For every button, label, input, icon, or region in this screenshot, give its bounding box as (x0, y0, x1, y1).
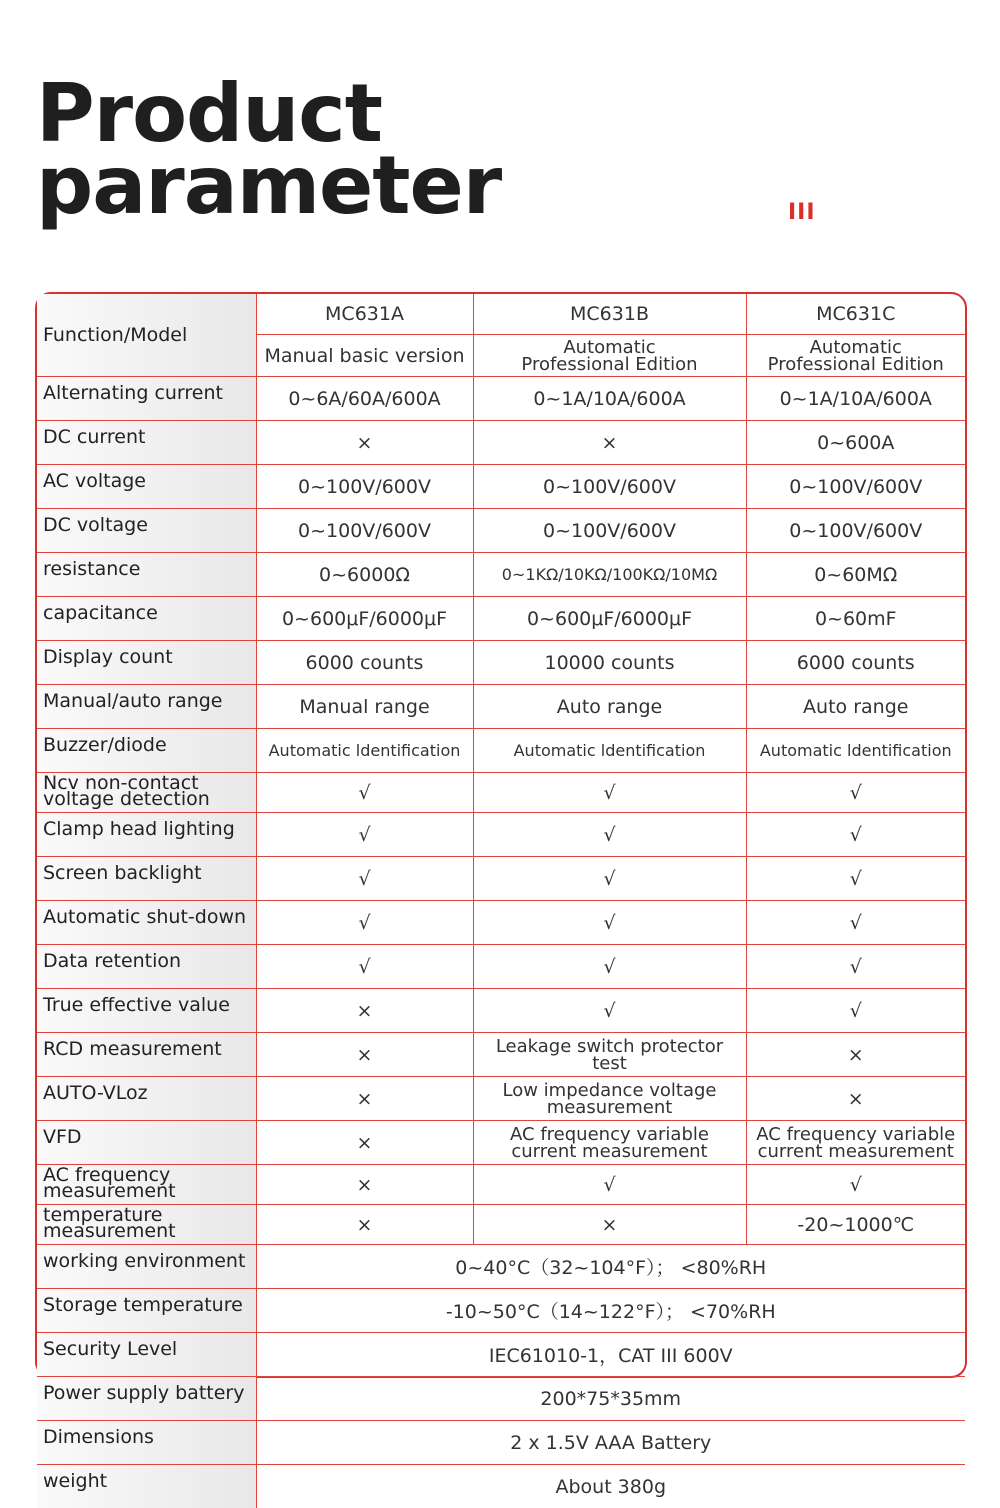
row-value: 10000 counts (473, 641, 746, 685)
row-value: 6000 counts (256, 641, 473, 685)
table-row (37, 553, 965, 597)
row-label: Power supply battery (37, 1377, 256, 1421)
row-value: √ (256, 813, 473, 857)
row-value: 0~1A/10A/600A (473, 377, 746, 421)
row-value: √ (746, 813, 965, 857)
row-label: Security Level (37, 1333, 256, 1377)
row-value: 0~100V/600V (746, 465, 965, 509)
page-title (36, 78, 501, 222)
row-value-merged: 2 x 1.5V AAA Battery (256, 1421, 965, 1465)
row-value: Automatic ldentification (256, 729, 473, 773)
row-value: √ (746, 773, 965, 813)
row-value: √ (256, 857, 473, 901)
row-value: √ (473, 901, 746, 945)
table-row (37, 989, 965, 1033)
row-label: resistance (37, 553, 256, 597)
row-value: √ (473, 1165, 746, 1205)
row-value-merged: 0~40°C（32~104°F）； <80%RH (256, 1245, 965, 1289)
model-header: MC631B (473, 294, 746, 335)
row-value: 0~600A (746, 421, 965, 465)
table-row (37, 685, 965, 729)
row-label: Data retention (37, 945, 256, 989)
row-label: AC voltage (37, 465, 256, 509)
row-value: √ (746, 1165, 965, 1205)
edition-header: Automatic Professional Edition (746, 335, 965, 377)
row-value: × (256, 1077, 473, 1121)
row-value: 0~100V/600V (473, 509, 746, 553)
row-label: capacitance (37, 597, 256, 641)
table-row (37, 1121, 965, 1165)
row-label: True effective value (37, 989, 256, 1033)
row-value: √ (473, 945, 746, 989)
row-label: DC voltage (37, 509, 256, 553)
row-label: AUTO-VLoz (37, 1077, 256, 1121)
table-row (37, 813, 965, 857)
row-value: × (746, 1077, 965, 1121)
row-value: 0~100V/600V (746, 509, 965, 553)
row-value: √ (746, 989, 965, 1033)
row-value: × (256, 1033, 473, 1077)
table-row (37, 857, 965, 901)
row-value: 0~600μF/6000μF (256, 597, 473, 641)
row-label: Automatic shut-down (37, 901, 256, 945)
row-value: 0~1A/10A/600A (746, 377, 965, 421)
row-value: 0~60MΩ (746, 553, 965, 597)
model-header: MC631A (256, 294, 473, 335)
row-value: × (256, 421, 473, 465)
row-value: AC frequency variable current measurement (746, 1121, 965, 1165)
row-value: Manual range (256, 685, 473, 729)
row-label: Display count (37, 641, 256, 685)
row-value: × (746, 1033, 965, 1077)
row-label: Ncv non-contact voltage detection (37, 773, 256, 813)
table-row (37, 377, 965, 421)
row-value: √ (746, 945, 965, 989)
row-value: √ (473, 773, 746, 813)
table-row (37, 597, 965, 641)
row-label: weight (37, 1465, 256, 1508)
row-value: 0~6000Ω (256, 553, 473, 597)
row-label: Buzzer/diode (37, 729, 256, 773)
row-value: Auto range (746, 685, 965, 729)
row-value: 0~6A/60A/600A (256, 377, 473, 421)
row-label: working environment (37, 1245, 256, 1289)
row-label: Alternating current (37, 377, 256, 421)
row-value: 6000 counts (746, 641, 965, 685)
row-value: Automatic ldentification (746, 729, 965, 773)
row-value-merged: About 380g (256, 1465, 965, 1508)
table-row (37, 901, 965, 945)
table-row (37, 1289, 965, 1333)
row-value: × (473, 421, 746, 465)
row-value: AC frequency variable current measurement (473, 1121, 746, 1165)
table-row (37, 1333, 965, 1377)
row-value: Leakage switch protector test (473, 1033, 746, 1077)
edition-header: Automatic Professional Edition (473, 335, 746, 377)
table-row (37, 1377, 965, 1421)
row-label: DC current (37, 421, 256, 465)
row-value: 0~100V/600V (256, 509, 473, 553)
row-value: -20~1000℃ (746, 1205, 965, 1245)
row-value: √ (473, 813, 746, 857)
model-header: MC631C (746, 294, 965, 335)
decorative-mark: III (788, 200, 816, 225)
parameter-table (35, 292, 967, 1378)
row-label: Screen backlight (37, 857, 256, 901)
row-value: √ (256, 945, 473, 989)
row-value: 0~600μF/6000μF (473, 597, 746, 641)
table-row (37, 641, 965, 685)
table-row (37, 1205, 965, 1245)
row-label: temperature measurement (37, 1205, 256, 1245)
row-value: Auto range (473, 685, 746, 729)
table-row (37, 729, 965, 773)
table-row (37, 421, 965, 465)
row-value: Low impedance voltage measurement (473, 1077, 746, 1121)
row-value: × (256, 989, 473, 1033)
row-value: √ (746, 857, 965, 901)
row-value: × (256, 1121, 473, 1165)
row-value: 0~100V/600V (256, 465, 473, 509)
title-line-2: parameter (36, 150, 501, 222)
row-value: 0~60mF (746, 597, 965, 641)
row-value: √ (256, 773, 473, 813)
row-label: AC frequency measurement (37, 1165, 256, 1205)
row-value-merged: IEC61010-1，CAT III 600V (256, 1333, 965, 1377)
table-row (37, 465, 965, 509)
row-label: RCD measurement (37, 1033, 256, 1077)
row-value: √ (746, 901, 965, 945)
row-value: √ (473, 989, 746, 1033)
table-row (37, 1033, 965, 1077)
row-value: 0~1KΩ/10KΩ/100KΩ/10MΩ (473, 553, 746, 597)
row-value: × (256, 1165, 473, 1205)
table-row (37, 1465, 965, 1508)
table-row (37, 1245, 965, 1289)
row-label: Clamp head lighting (37, 813, 256, 857)
table-row (37, 1165, 965, 1205)
row-value-merged: -10~50°C（14~122°F）； <70%RH (256, 1289, 965, 1333)
table-row (37, 945, 965, 989)
table-row (37, 1421, 965, 1465)
row-value: 0~100V/600V (473, 465, 746, 509)
corner-header: Function/Model (37, 294, 256, 377)
table-row (37, 1077, 965, 1121)
row-value: × (473, 1205, 746, 1245)
row-label: Manual/auto range (37, 685, 256, 729)
table-row (37, 773, 965, 813)
row-value-merged: 200*75*35mm (256, 1377, 965, 1421)
table-row (37, 509, 965, 553)
row-value: Automatic ldentification (473, 729, 746, 773)
row-label: Storage temperature (37, 1289, 256, 1333)
title-line-1: Product (36, 78, 501, 150)
row-label: VFD (37, 1121, 256, 1165)
row-value: √ (256, 901, 473, 945)
row-value: √ (473, 857, 746, 901)
edition-header: Manual basic version (256, 335, 473, 377)
row-label: Dimensions (37, 1421, 256, 1465)
row-value: × (256, 1205, 473, 1245)
